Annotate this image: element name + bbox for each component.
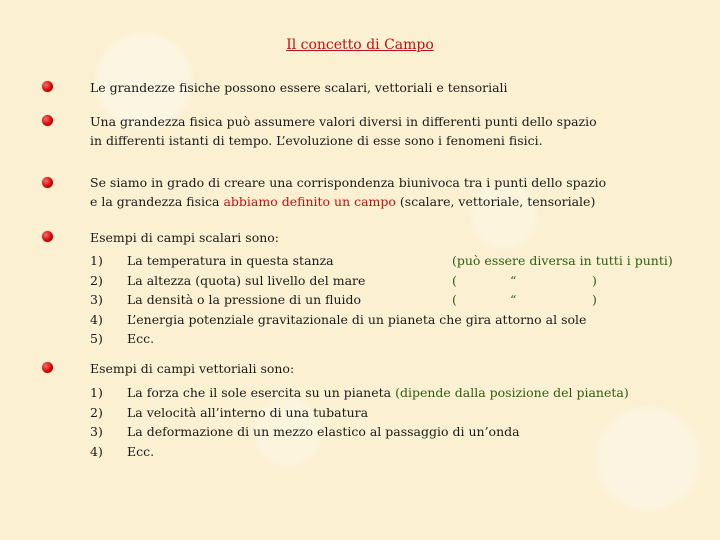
paragraph-1: Le grandezze fisiche possono essere scalari, vettoriali e tensoriali <box>90 80 508 95</box>
list-item <box>90 442 700 462</box>
list-number: 3) <box>90 424 103 439</box>
list-item <box>90 403 700 423</box>
bullet-icon <box>42 362 53 373</box>
list-text: La altezza (quota) sul livello del mare <box>127 272 366 288</box>
list-number: 1) <box>90 253 103 268</box>
list-note: (dipende dalla posizione del pianeta) <box>395 385 629 400</box>
vector-list <box>90 383 700 461</box>
paragraph-2 <box>90 112 700 150</box>
list-item <box>90 310 700 330</box>
list-item <box>90 251 700 271</box>
list-text: L’energia potenziale gravitazionale di un pianeta che gira attorno al sole <box>127 311 587 327</box>
list-number: 1) <box>90 385 103 400</box>
scalar-list <box>90 251 700 349</box>
vector-heading: Esempi di campi vettoriali sono: <box>90 361 295 376</box>
paragraph-3-line-1: Se siamo in grado di creare una corrispondenza biunivoca tra i punti dello spazio <box>90 175 607 190</box>
field-definition-highlight: abbiamo definito un campo <box>223 194 396 209</box>
list-number: 2) <box>90 272 103 288</box>
bullet-icon <box>42 177 53 188</box>
note-ditto-mark: “ <box>510 292 517 307</box>
list-item <box>90 290 700 310</box>
list-text: La densità o la pressione di un fluido <box>127 292 362 307</box>
list-item <box>90 329 700 349</box>
note-close-paren: ) <box>592 292 597 307</box>
list-number: 3) <box>90 292 103 307</box>
note-ditto-mark: “ <box>510 272 517 288</box>
paragraph-3-text-a: e la grandezza fisica <box>90 194 224 209</box>
bullet-icon <box>42 81 53 92</box>
paragraph-2-line-2: in differenti istanti di tempo. L’evoluzione di esse sono i fenomeni fisici. <box>90 133 543 148</box>
list-note: (può essere diversa in tutti i punti) <box>452 253 673 268</box>
bullet-icon <box>42 231 53 242</box>
slide-title: Il concetto di Campo <box>286 37 434 53</box>
list-text-main: La forza che il sole esercita su un pianeta <box>127 385 396 400</box>
list-number: 5) <box>90 331 103 346</box>
list-text: La deformazione di un mezzo elastico al passaggio di un’onda <box>127 424 520 439</box>
note-open-paren: ( <box>452 292 457 307</box>
paragraph-3-line-2 <box>90 192 700 211</box>
list-number: 4) <box>90 311 103 327</box>
list-text: Ecc. <box>127 443 155 459</box>
list-number: 2) <box>90 404 103 420</box>
list-item <box>90 383 700 403</box>
paragraph-3 <box>90 173 700 211</box>
list-text <box>127 383 629 403</box>
note-close-paren: ) <box>592 272 597 288</box>
scalar-heading: Esempi di campi scalari sono: <box>90 230 280 245</box>
list-number: 4) <box>90 443 103 459</box>
paragraph-3-text-c: (scalare, vettoriale, tensoriale) <box>395 194 596 209</box>
paragraph-2-line-1: Una grandezza fisica può assumere valori diversi in differenti punti dello spazio <box>90 114 597 129</box>
note-open-paren: ( <box>452 272 457 288</box>
bullet-icon <box>42 115 53 126</box>
list-text: La velocità all’interno di una tubatura <box>127 404 369 420</box>
list-text: La temperatura in questa stanza <box>127 253 334 268</box>
list-item <box>90 271 700 291</box>
list-text: Ecc. <box>127 331 155 346</box>
list-item <box>90 422 700 442</box>
